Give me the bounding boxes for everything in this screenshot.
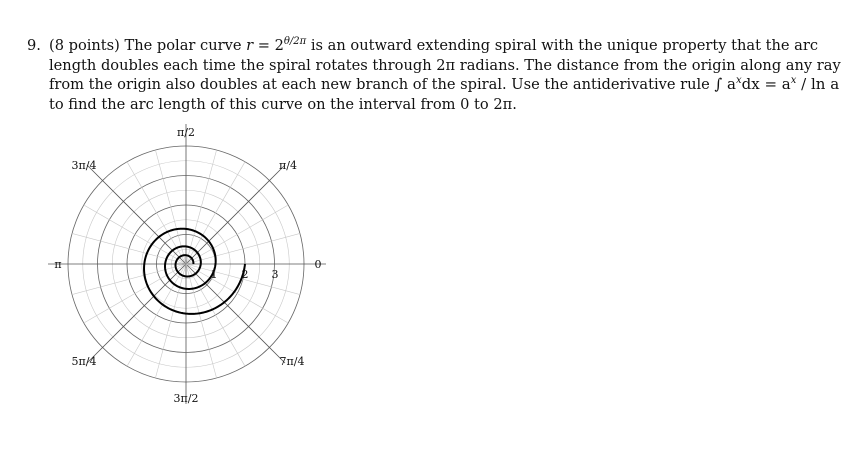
angle-label-0: 0 <box>314 258 322 271</box>
angle-label-pi-over-2: π/2 <box>177 126 195 139</box>
grid-ray-minor <box>186 264 217 378</box>
r-variable: r <box>246 37 254 54</box>
problem-line-4: to find the arc length of this curve on the interval from 0 to 2π. <box>49 95 517 113</box>
angle-label-5pi-over-4: 5π/4 <box>71 355 97 368</box>
problem-9 <box>27 36 841 114</box>
grid-ray-major <box>87 165 186 264</box>
problem-line-1: (8 points) The polar curve $r = 2^{\theta/2\pi}$ is an outward extending spiral with the unique property that the arc <box>49 36 818 54</box>
points-label: (8 points) <box>49 37 120 54</box>
problem-line-2: length doubles each time the spiral rotates through 2π radians. The distance from the origin along any ray <box>49 56 841 74</box>
radial-label-2: 2 <box>241 268 249 281</box>
grid-ray-minor <box>84 205 186 264</box>
grid-ray-minor <box>186 233 300 264</box>
problem-text <box>49 36 841 114</box>
angle-label-7pi-over-4: 7π/4 <box>279 355 305 368</box>
angle-label-pi: π <box>54 258 62 271</box>
grid-ray-major <box>87 264 186 363</box>
grid-ray-major <box>186 165 285 264</box>
grid-ray-minor <box>127 264 186 366</box>
angle-label-3pi-over-4: 3π/4 <box>71 159 97 172</box>
grid-ray-minor <box>186 162 245 264</box>
angle-label-pi-over-4: π/4 <box>279 159 297 172</box>
problem-line-3: from the origin also doubles at each new branch of the spiral. Use the antiderivative rule ∫ $a^xdx = a^x / \ln a$ <box>49 75 840 94</box>
grid-ray-minor <box>84 264 186 323</box>
radial-label-3: 3 <box>271 268 279 281</box>
radial-label-1: 1 <box>210 268 218 281</box>
curve-equation: $2^{\theta/2\pi}$ <box>274 36 307 54</box>
grid-ray-minor <box>72 233 186 264</box>
polar-plot <box>48 120 338 410</box>
problem-number: 9. <box>27 37 41 54</box>
antiderivative-rule: ∫ $a^xdx = a^x / \ln a$ <box>714 75 840 94</box>
angle-label-3pi-over-2: 3π/2 <box>173 392 199 405</box>
